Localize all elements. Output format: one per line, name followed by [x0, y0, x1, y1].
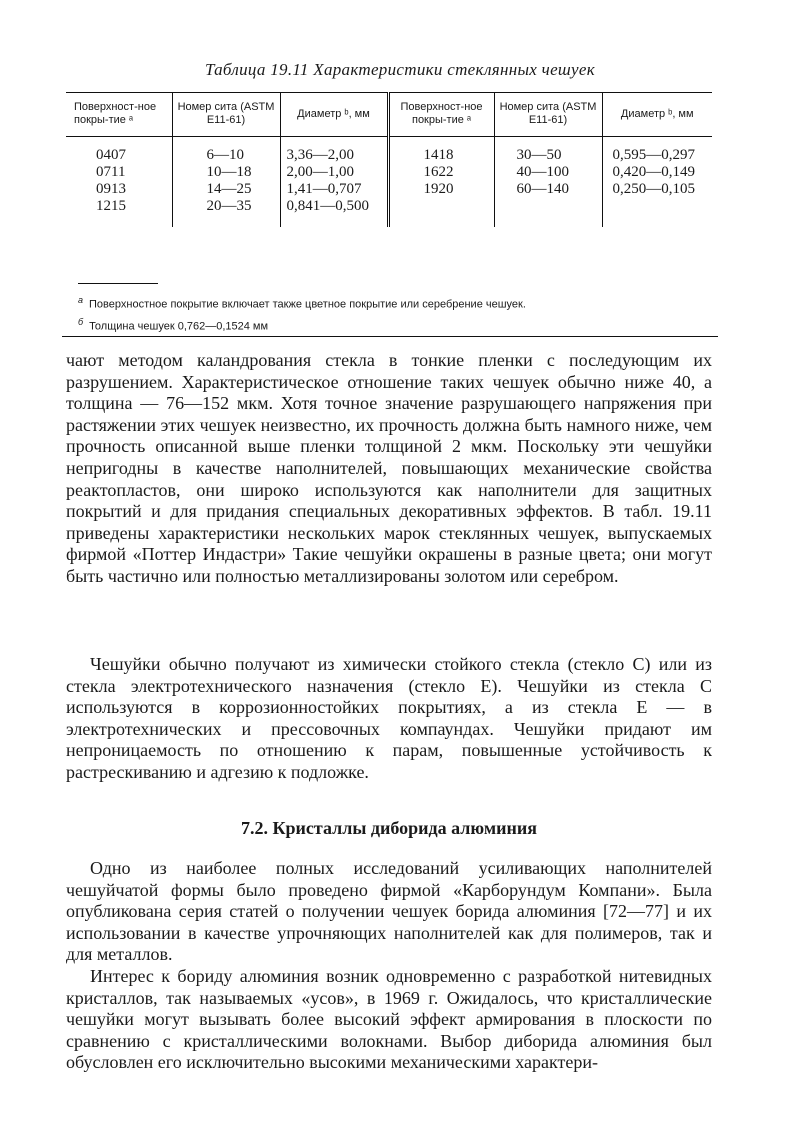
table-cell: 0,841—0,500 — [286, 198, 369, 214]
section-divider — [62, 336, 718, 337]
footnote-a — [78, 292, 718, 314]
footnote-divider — [78, 283, 158, 284]
paragraph-aluminium-boride-interest: Интерес к бориду алюминия возник одновременно с разработкой нитевидных кристаллов, так называемых «усов», в 1969 г. Ожидалось, что кристаллические чешуйки могут вызывать более высокий эффект армирования в плоскости по сравнению с кристаллическими волокнами. Выбор диборида алюминия был обусловлен его исключительно высокими механическими характери- — [66, 966, 712, 1073]
table-body-row — [66, 137, 712, 228]
table-cell: 3,36—2,00 — [286, 147, 354, 163]
column-sieve-2 — [494, 137, 602, 228]
table-cell: 0,420—0,149 — [612, 164, 695, 180]
column-coating-2 — [388, 137, 494, 228]
footnote-text: Поверхностное покрытие включает также цветное покрытие или серебрение чешуек. — [89, 298, 526, 311]
table-cell: 0913 — [96, 181, 126, 197]
footnote-mark: б — [78, 316, 84, 327]
footnote-text: Толщина чешуек 0,762—0,1524 мм — [89, 320, 269, 333]
table-cell: 1920 — [423, 181, 454, 197]
table-cell: 20—35 — [206, 198, 252, 214]
header-diameter: Диаметр ᵇ, мм — [280, 93, 388, 137]
table-cell: 30—50 — [516, 147, 562, 163]
table-cell: 10—18 — [206, 164, 252, 180]
table-cell: 14—25 — [206, 181, 252, 197]
table-cell: 2,00—1,00 — [286, 164, 354, 180]
header-coating-2: Поверхност-ное покры-тие ᵃ — [388, 93, 494, 137]
table-footnotes — [78, 292, 718, 335]
column-coating — [66, 137, 172, 228]
column-diameter-2 — [602, 137, 712, 228]
table-caption: Таблица 19.11 Характеристики стеклянных чешуек — [204, 60, 596, 79]
table-cell: 0,595—0,297 — [612, 147, 695, 163]
footnote-b — [78, 314, 718, 336]
header-coating: Поверхност-ное покры-тие ᵃ — [66, 93, 172, 137]
glass-flakes-table — [66, 92, 712, 227]
table-cell: 0407 — [96, 147, 126, 163]
section-heading: 7.2. Кристаллы диборида алюминия — [240, 818, 537, 838]
footnote-mark: а — [78, 295, 84, 305]
table-cell: 1622 — [423, 164, 454, 180]
table-cell: 0,250—0,105 — [612, 181, 695, 197]
header-sieve-2: Номер сита (ASTM E11-61) — [494, 93, 602, 137]
column-sieve — [172, 137, 280, 228]
table-cell: 0711 — [96, 164, 126, 180]
paragraph-flake-glass-types: Чешуйки обычно получают из химически стойкого стекла (стекло С) или из стекла электротехнического назначения (стекло Е). Чешуйки из стекла С используются в коррозионностойких покрытиях, а из стекла Е — в электротехнических и прессовочных компаундах. Чешуйки придают им непроницаемость по отношению к парам, повышенные устойчивость к растрескиванию и адгезию к подложке. — [66, 654, 712, 782]
column-diameter — [280, 137, 388, 228]
header-diameter-2: Диаметр ᵇ, мм — [602, 93, 712, 137]
header-sieve: Номер сита (ASTM E11-61) — [172, 93, 280, 137]
paragraph-carborundum-research: Одно из наиболее полных исследований усиливающих наполнителей чешуйчатой формы было проведено фирмой «Карборундум Компани». Была опубликована серия статей о получении чешуек борида алюминия [72—77] и их использовании в качестве упрочняющих наполнителей как для полимеров, так и для металлов. — [66, 858, 712, 965]
table-cell: 6—10 — [206, 147, 244, 163]
table-cell: 60—140 — [516, 181, 569, 197]
table-cell: 1215 — [96, 198, 126, 214]
table-cell: 1,41—0,707 — [286, 181, 362, 197]
paragraph-glass-flakes: чают методом каландрования стекла в тонкие пленки с последующим их разрушением. Характеристическое отношение таких чешуек обычно ниже 40, а толщина — 76—152 мкм. Хотя точное значение разрушающего напряжения при растяжении этих чешуек неизвестно, их прочность должна быть намного ниже, чем прочность описанной выше пленки толщиной 2 мкм. Поскольку эти чешуйки непригодны в качестве наполнителей, повышающих механические свойства реактопластов, они широко используются как наполнители для защитных покрытий и для придания специальных декоративных эффектов. В табл. 19.11 приведены характеристики нескольких марок стеклянных чешуек, выпускаемых фирмой «Поттер Индастри» Такие чешуйки окрашены в разные цвета; они могут быть частично или полностью металлизированы золотом или серебром. — [66, 350, 712, 586]
table-cell: 1418 — [423, 147, 454, 163]
table-cell: 40—100 — [516, 164, 569, 180]
table-header-row — [66, 93, 712, 137]
